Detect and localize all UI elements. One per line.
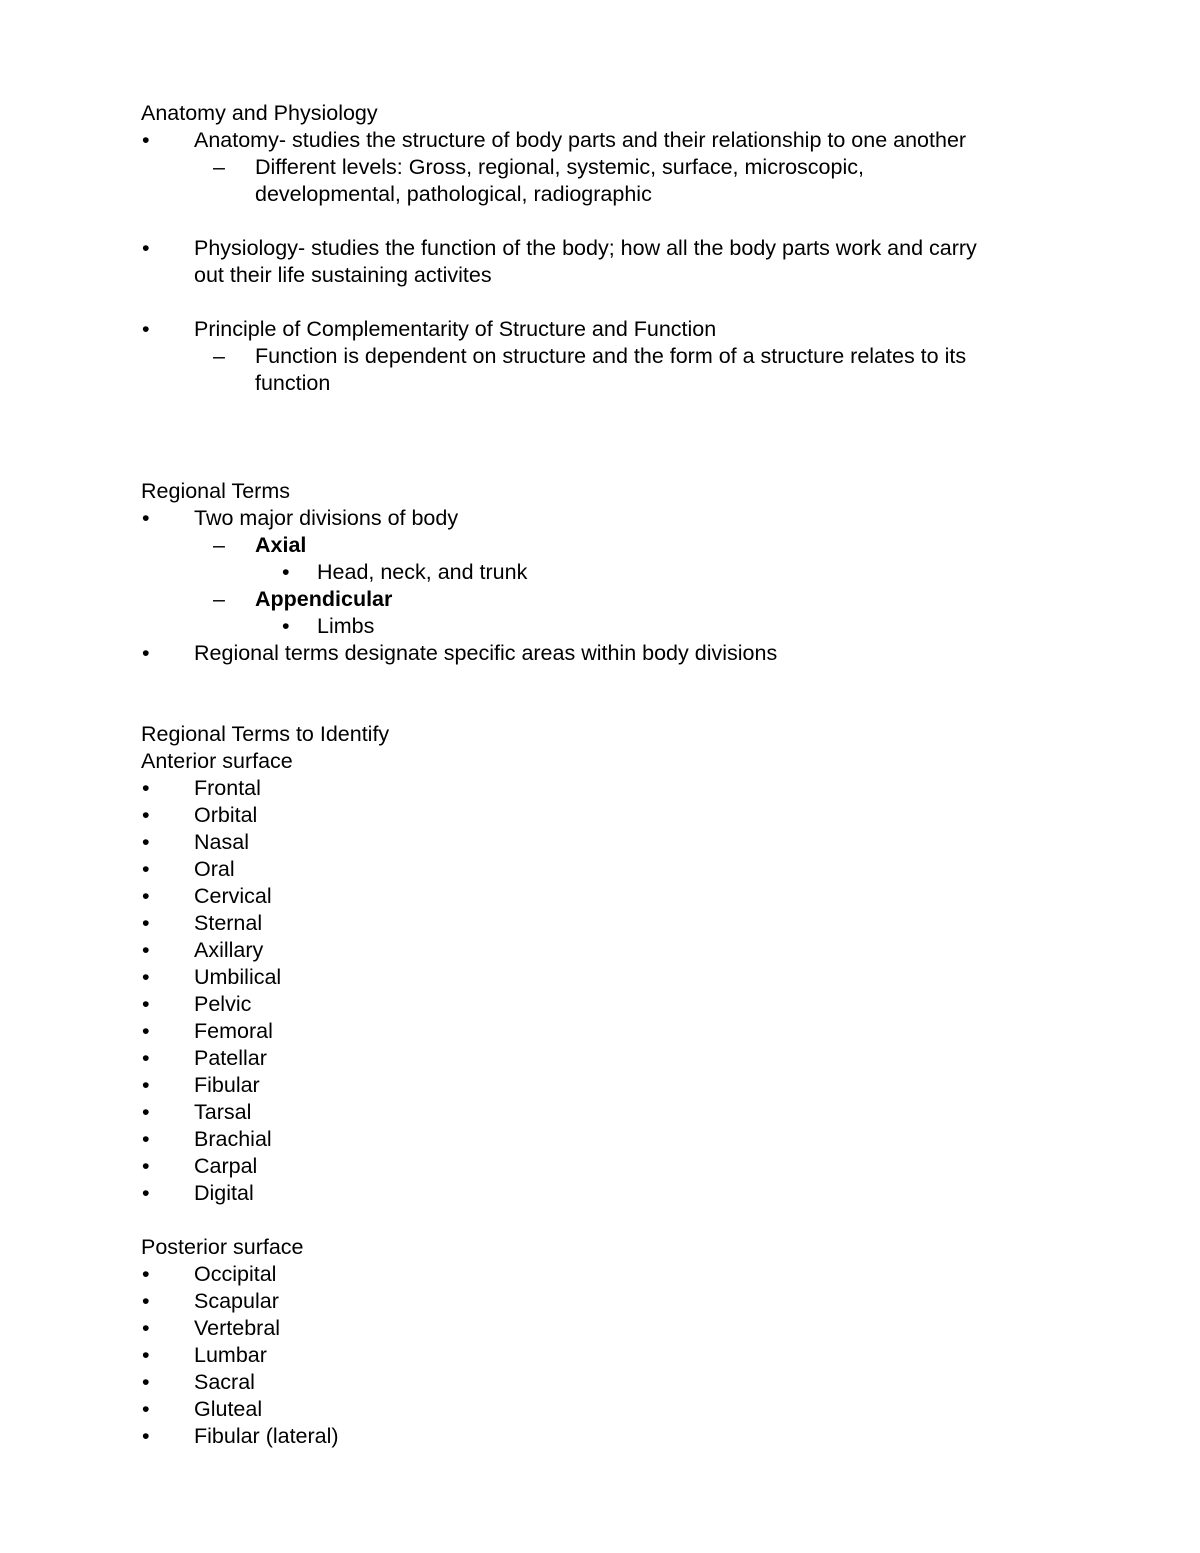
list-item: • Sacral [142,1370,255,1394]
dash-marker: – [213,344,225,368]
bullet-marker: • [142,1181,150,1205]
list-item: • Scapular [142,1289,279,1313]
list-item: • Fibular (lateral) [142,1424,339,1448]
bullet-marker: • [142,938,150,962]
dash-marker: – [213,587,225,611]
list-item: • Vertebral [142,1316,281,1340]
bullet-marker: • [142,236,150,260]
subsection-title-posterior: Posterior surface [141,1235,304,1259]
list-item-levels: – Different levels: Gross, regional, systemic, surface, microscopic, [213,155,864,179]
bullet-marker: • [142,830,150,854]
list-item-principle-sub: – Function is dependent on structure and the form of a structure relates to its [213,344,967,368]
bullet-marker: • [282,560,290,584]
list-item: • Brachial [142,1127,272,1151]
bullet-marker: • [142,1424,150,1448]
list-item: • Frontal [142,776,261,800]
posterior-list [141,1261,1141,1450]
section-title-anatomy-physiology: Anatomy and Physiology [141,101,378,125]
bullet-marker: • [142,884,150,908]
bullet-marker: • [142,803,150,827]
anterior-list [141,775,1141,1207]
list-item: • Carpal [142,1154,258,1178]
list-item-regional-terms: • Regional terms designate specific areas within body divisions [142,641,778,665]
list-item: • Umbilical [142,965,282,989]
list-item: • Oral [142,857,235,881]
list-item: • Lumbar [142,1343,267,1367]
list-item: • Cervical [142,884,272,908]
bullet-marker: • [142,1289,150,1313]
dash-marker: – [213,155,225,179]
list-item-axial-sub: • Head, neck, and trunk [282,560,528,584]
bullet-marker: • [142,1073,150,1097]
list-item-physiology: • Physiology- studies the function of the body; how all the body parts work and carry [142,236,977,260]
bullet-marker: • [142,857,150,881]
bullet-marker: • [142,641,150,665]
list-item-divisions: • Two major divisions of body [142,506,459,530]
bullet-marker: • [142,992,150,1016]
bullet-marker: • [142,911,150,935]
list-item-principle: • Principle of Complementarity of Structure and Function [142,317,717,341]
subsection-title-anterior: Anterior surface [141,749,293,773]
bullet-marker: • [142,128,150,152]
list-item-principle-sub-cont: function [255,371,331,395]
list-item: • Nasal [142,830,249,854]
list-item: • Orbital [142,803,258,827]
list-item: • Femoral [142,1019,273,1043]
list-item: • Digital [142,1181,254,1205]
bullet-marker: • [142,1343,150,1367]
bullet-marker: • [142,506,150,530]
bullet-marker: • [142,1019,150,1043]
list-item: • Sternal [142,911,263,935]
section-title-regional-terms-identify: Regional Terms to Identify [141,722,390,746]
bullet-marker: • [142,1154,150,1178]
bullet-marker: • [142,1100,150,1124]
bullet-marker: • [142,1316,150,1340]
bullet-marker: • [142,965,150,989]
dash-marker: – [213,533,225,557]
list-item-appendicular: – Appendicular [213,587,393,611]
list-item: • Fibular [142,1073,260,1097]
list-item-axial: – Axial [213,533,307,557]
list-item-physiology-cont: out their life sustaining activites [194,263,492,287]
list-item: • Pelvic [142,992,252,1016]
list-item: • Axillary [142,938,264,962]
list-item: • Tarsal [142,1100,252,1124]
section-title-regional-terms: Regional Terms [141,479,290,503]
list-item-levels-cont: developmental, pathological, radiographic [255,182,652,206]
list-item: • Patellar [142,1046,267,1070]
bullet-marker: • [142,1370,150,1394]
bullet-marker: • [142,776,150,800]
list-item: • Occipital [142,1262,277,1286]
bullet-marker: • [142,317,150,341]
list-item-appendicular-sub: • Limbs [282,614,375,638]
bullet-marker: • [142,1046,150,1070]
list-item-anatomy: • Anatomy- studies the structure of body parts and their relationship to one another [142,128,967,152]
bullet-marker: • [142,1397,150,1421]
document-page [141,100,1141,1450]
list-item: • Gluteal [142,1397,263,1421]
bullet-marker: • [142,1127,150,1151]
bullet-marker: • [142,1262,150,1286]
bullet-marker: • [282,614,290,638]
